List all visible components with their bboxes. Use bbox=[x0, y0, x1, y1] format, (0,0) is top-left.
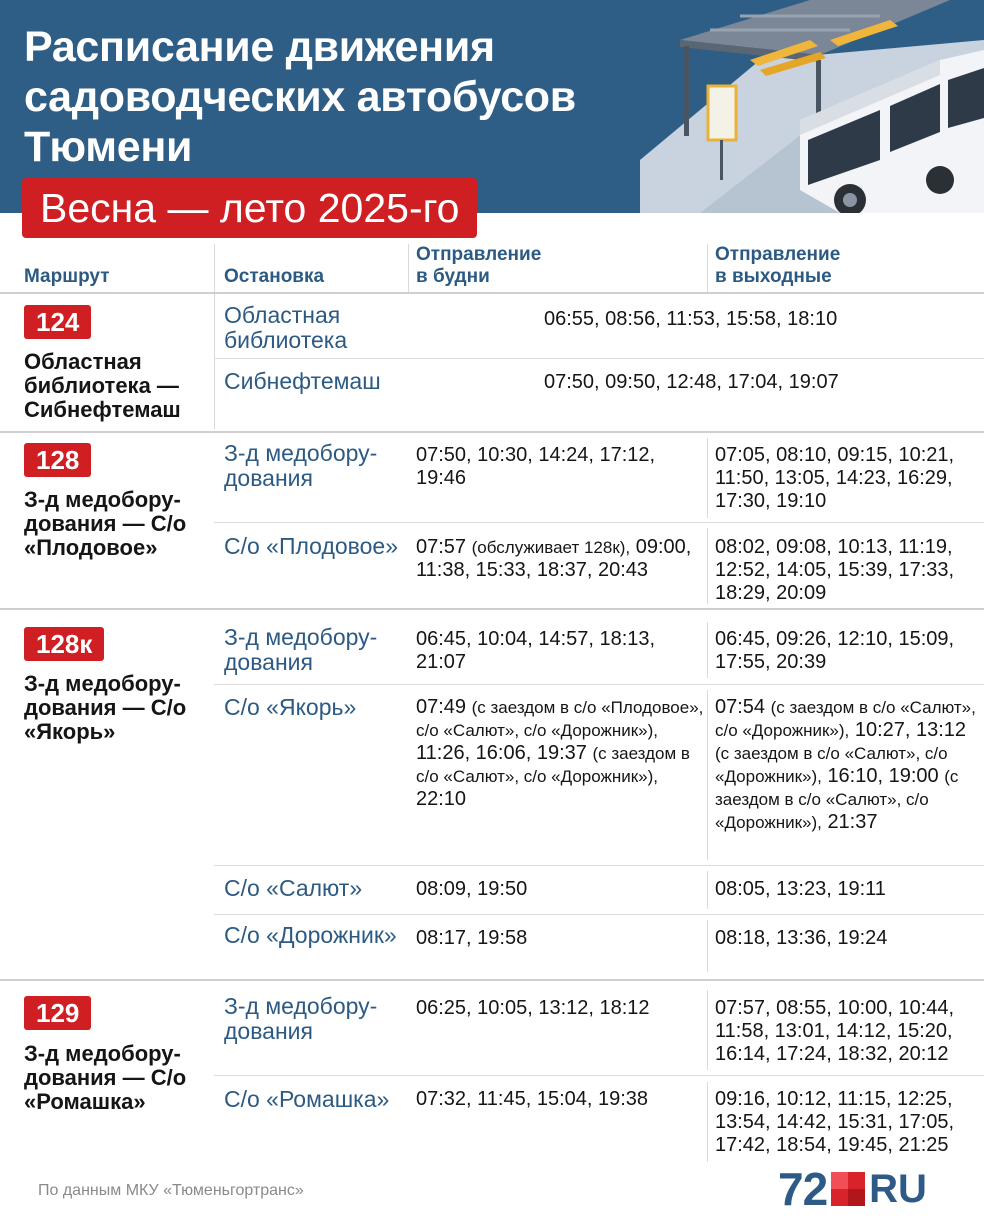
title-line-2: садоводческих автобусов bbox=[24, 73, 576, 121]
time-note: (с заездом в с/о «Салют», с/о «Дорожник»), bbox=[715, 767, 959, 832]
time-note: (обслуживает 128к), bbox=[471, 538, 631, 557]
logo-ru: RU bbox=[869, 1167, 927, 1211]
route-number-badge: 129 bbox=[24, 996, 91, 1030]
stop-name: З-д медобору-дования bbox=[224, 624, 378, 675]
route-number-badge: 128 bbox=[24, 443, 91, 477]
time-value: 16:10, 19:00 bbox=[827, 765, 939, 787]
time-value: 10:27, 13:12 bbox=[854, 719, 967, 741]
logo-number: 72 bbox=[778, 1163, 828, 1215]
divider bbox=[214, 684, 984, 685]
route-name: Областная библиотека — Сибнефтемаш bbox=[24, 349, 181, 422]
divider bbox=[0, 431, 984, 433]
column-header-route: Маршрут bbox=[24, 266, 110, 287]
route-number-badge: 128к bbox=[24, 627, 104, 661]
departure-times-weekend: 09:16, 10:12, 11:15, 12:25, 13:54, 14:42, 15:31, 17:05, 17:42, 18:54, 19:45, 21:25 bbox=[715, 1088, 955, 1156]
column-header-weekend-line2: в выходные bbox=[715, 266, 832, 287]
divider bbox=[707, 1082, 708, 1162]
time-value: 07:49 bbox=[416, 696, 467, 718]
time-value: 09:00, 11:38, 15:33, 18:37, 20:43 bbox=[416, 536, 692, 581]
time-value: 07:54 bbox=[715, 696, 766, 718]
stop-name: С/о «Дорожник» bbox=[224, 922, 397, 948]
route-number-badge: 124 bbox=[24, 305, 91, 339]
title-line-1: Расписание движения bbox=[24, 23, 495, 71]
departure-times-weekday: 08:17, 19:58 bbox=[416, 927, 528, 949]
logo-square-icon bbox=[831, 1172, 865, 1206]
bus-stop-illustration bbox=[640, 0, 984, 213]
departure-times-weekend: 08:05, 13:23, 19:11 bbox=[715, 878, 886, 900]
stop-name: С/о «Плодовое» bbox=[224, 533, 399, 559]
time-note: (с заездом в с/о «Плодовое», с/о «Салют», с/о «Дорожник»), bbox=[416, 698, 704, 740]
stop-name: С/о «Ромашка» bbox=[224, 1086, 390, 1112]
divider bbox=[707, 920, 708, 972]
divider bbox=[707, 622, 708, 678]
stop-name: Сибнефтемаш bbox=[224, 368, 381, 394]
stop-name: С/о «Салют» bbox=[224, 875, 363, 901]
title-line-3: Тюмени bbox=[24, 123, 193, 171]
divider bbox=[707, 990, 708, 1070]
stop-name: С/о «Якорь» bbox=[224, 694, 357, 720]
stop-name: Областная библиотека bbox=[224, 302, 348, 353]
departure-times-weekday: 07:50, 10:30, 14:24, 17:12, 19:46 bbox=[416, 444, 656, 489]
column-header-weekday-line1: Отправление bbox=[416, 244, 542, 265]
departure-times-all-days: 07:50, 09:50, 12:48, 17:04, 19:07 bbox=[544, 371, 839, 393]
departure-times-weekday bbox=[416, 696, 706, 811]
departure-times-all-days: 06:55, 08:56, 11:53, 15:58, 18:10 bbox=[544, 308, 838, 330]
divider bbox=[214, 244, 215, 292]
route-name: З-д медобору-дования — С/о «Ромашка» bbox=[24, 1041, 187, 1114]
divider bbox=[707, 528, 708, 604]
departure-times-weekend: 08:18, 13:36, 19:24 bbox=[715, 927, 888, 949]
divider bbox=[214, 358, 984, 359]
column-header-weekend bbox=[715, 244, 840, 288]
divider bbox=[214, 865, 984, 866]
divider bbox=[707, 871, 708, 909]
divider bbox=[214, 1075, 984, 1076]
route-name: З-д медобору-дования — С/о «Якорь» bbox=[24, 671, 187, 744]
column-header-weekend-line1: Отправление bbox=[715, 244, 841, 265]
divider bbox=[214, 914, 984, 915]
time-value: 21:37 bbox=[827, 811, 878, 833]
source-note: По данным МКУ «Тюменьгортранс» bbox=[38, 1182, 304, 1199]
site-logo bbox=[778, 1163, 927, 1215]
time-value: 07:57 bbox=[416, 536, 467, 558]
departure-times-weekend: 08:02, 09:08, 10:13, 11:19, 12:52, 14:05, 15:39, 17:33, 18:29, 20:09 bbox=[715, 536, 955, 604]
departure-times-weekday bbox=[416, 536, 706, 582]
route-name: З-д медобору-дования — С/о «Плодовое» bbox=[24, 487, 187, 560]
column-header-weekday bbox=[416, 244, 541, 288]
divider bbox=[0, 292, 984, 294]
divider bbox=[408, 244, 409, 292]
departure-times-weekday: 06:25, 10:05, 13:12, 18:12 bbox=[416, 997, 650, 1019]
divider bbox=[214, 522, 984, 523]
departure-times-weekend bbox=[715, 696, 980, 834]
season-badge: Весна — лето 2025-го bbox=[22, 178, 477, 238]
divider bbox=[0, 608, 984, 610]
column-header-stop: Остановка bbox=[224, 266, 325, 287]
column-header-weekday-line2: в будни bbox=[416, 266, 490, 287]
stop-name: З-д медобору-дования bbox=[224, 993, 378, 1044]
departure-times-weekday: 08:09, 19:50 bbox=[416, 878, 528, 900]
stop-name: З-д медобору-дования bbox=[224, 440, 378, 491]
divider bbox=[707, 690, 708, 860]
divider bbox=[707, 244, 708, 292]
departure-times-weekend: 07:05, 08:10, 09:15, 10:21, 11:50, 13:05, 14:23, 16:29, 17:30, 19:10 bbox=[715, 444, 955, 512]
page-title bbox=[24, 22, 664, 172]
departure-times-weekend: 07:57, 08:55, 10:00, 10:44, 11:58, 13:01, 14:12, 15:20, 16:14, 17:24, 18:32, 20:12 bbox=[715, 997, 955, 1065]
divider bbox=[707, 438, 708, 518]
time-note: (с заездом в с/о «Салют», с/о «Дорожник»), bbox=[416, 744, 690, 786]
time-note: (с заездом в с/о «Салют», с/о «Дорожник»), bbox=[715, 744, 948, 786]
departure-times-weekday: 07:32, 11:45, 15:04, 19:38 bbox=[416, 1088, 649, 1110]
divider bbox=[0, 979, 984, 981]
time-note: (с заездом в с/о «Салют», с/о «Дорожник»), bbox=[715, 698, 976, 740]
time-value: 22:10 bbox=[416, 788, 467, 810]
time-value: 11:26, 16:06, 19:37 bbox=[416, 742, 587, 764]
departure-times-weekend: 06:45, 09:26, 12:10, 15:09, 17:55, 20:39 bbox=[715, 628, 955, 673]
departure-times-weekday: 06:45, 10:04, 14:57, 18:13, 21:07 bbox=[416, 628, 656, 673]
